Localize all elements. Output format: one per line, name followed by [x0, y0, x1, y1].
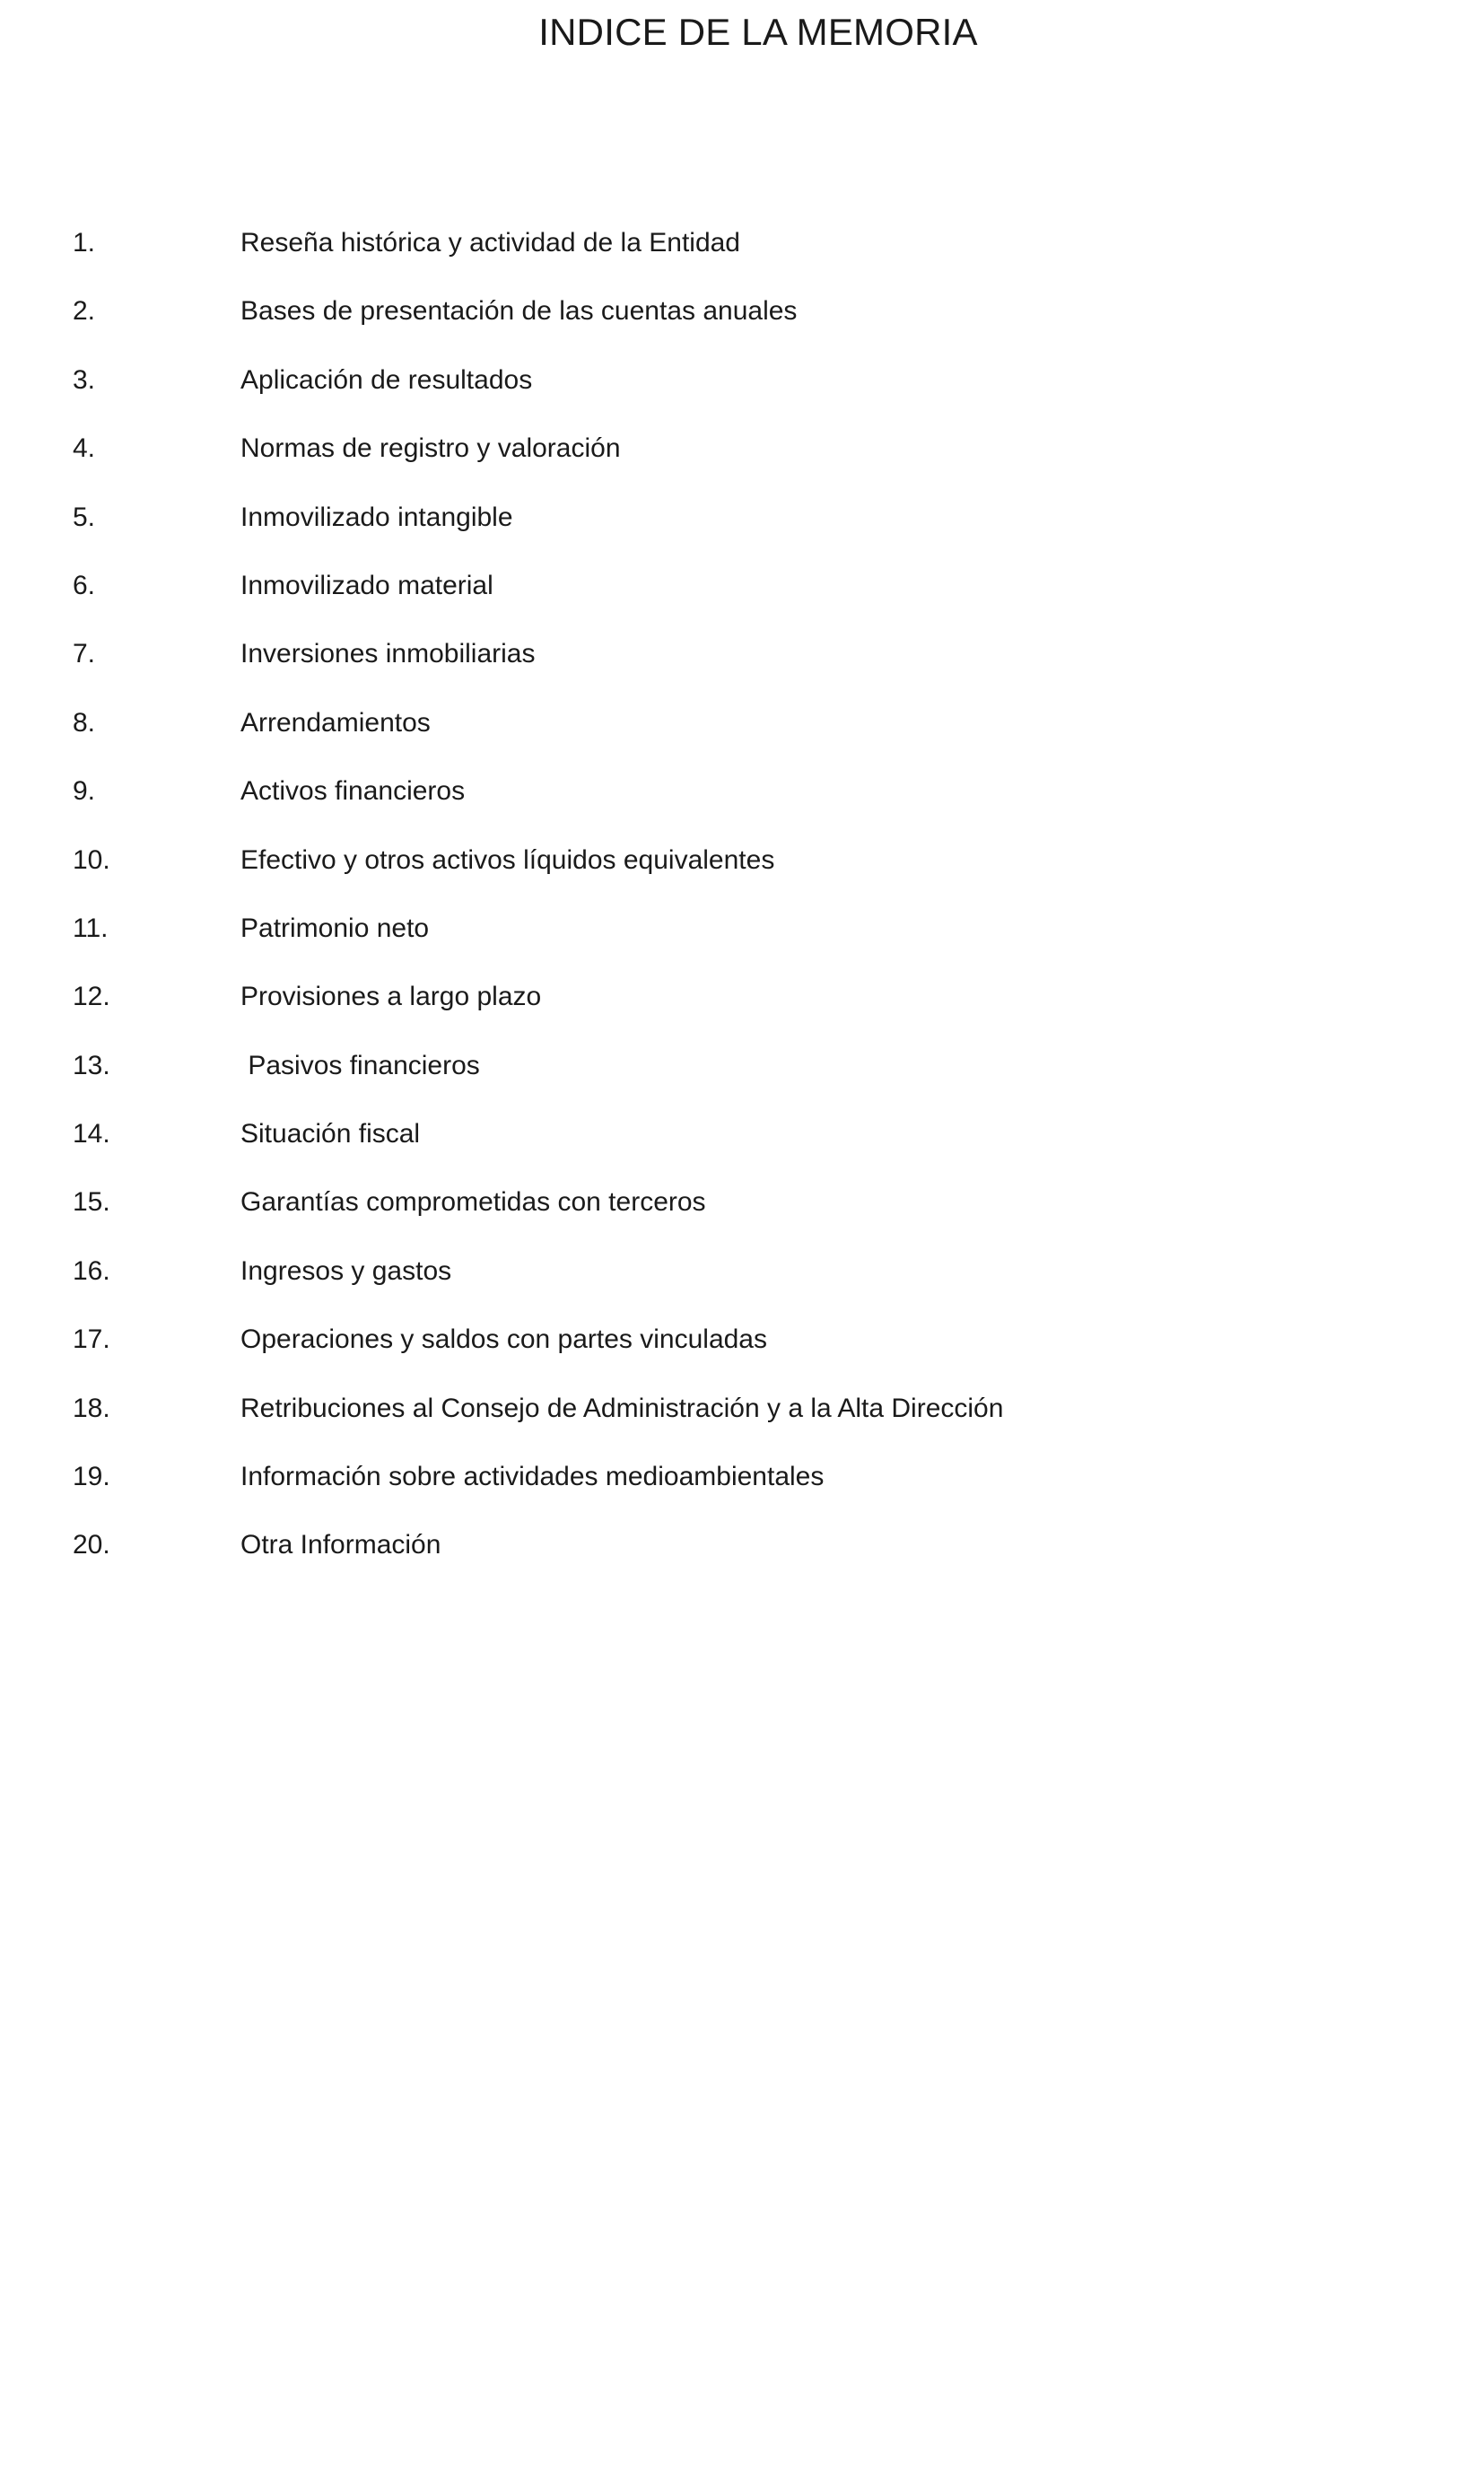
toc-item-13 — [0, 1050, 1484, 1118]
toc-item-1 — [0, 227, 1484, 295]
toc-item-4 — [0, 433, 1484, 501]
toc-item-8 — [0, 707, 1484, 775]
toc-item-3 — [0, 364, 1484, 433]
toc-item-17 — [0, 1324, 1484, 1392]
toc-number: 16. — [73, 1255, 110, 1286]
toc-label: Normas de registro y valoración — [240, 433, 621, 464]
toc-item-9 — [0, 775, 1484, 843]
toc-item-18 — [0, 1393, 1484, 1461]
toc-item-16 — [0, 1255, 1484, 1324]
toc-label: Otra Información — [240, 1530, 441, 1560]
toc-item-7 — [0, 638, 1484, 706]
toc-label: Operaciones y saldos con partes vinculadas — [240, 1324, 767, 1355]
toc-label: Patrimonio neto — [240, 913, 430, 943]
toc-item-19 — [0, 1461, 1484, 1529]
toc-label: Retribuciones al Consejo de Administración y a la Alta Dirección — [240, 1393, 1004, 1423]
toc-label: Aplicación de resultados — [240, 364, 533, 395]
toc-item-12 — [0, 981, 1484, 1049]
toc-number: 20. — [73, 1530, 110, 1560]
toc-number: 14. — [73, 1119, 110, 1149]
toc-label: Bases de presentación de las cuentas anuales — [240, 296, 798, 327]
toc-number: 10. — [73, 844, 110, 875]
toc-label: Reseña histórica y actividad de la Entidad — [240, 228, 740, 258]
toc-item-14 — [0, 1118, 1484, 1186]
toc-label: Ingresos y gastos — [240, 1255, 452, 1286]
toc-label: Pasivos financieros — [240, 1050, 480, 1080]
toc-number: 13. — [73, 1050, 110, 1080]
toc-number: 18. — [73, 1393, 110, 1423]
toc-label: Arrendamientos — [240, 707, 431, 738]
toc-number: 5. — [73, 502, 96, 532]
toc-label: Situación fiscal — [240, 1119, 421, 1149]
toc-label: Inmovilizado intangible — [240, 502, 513, 532]
toc-label: Garantías comprometidas con terceros — [240, 1187, 706, 1218]
toc-label: Inversiones inmobiliarias — [240, 639, 536, 669]
toc-item-6 — [0, 570, 1484, 638]
toc-item-15 — [0, 1186, 1484, 1254]
toc-number: 2. — [73, 296, 96, 327]
toc-number: 6. — [73, 570, 96, 600]
toc-label: Inmovilizado material — [240, 570, 493, 600]
page-title: INDICE DE LA MEMORIA — [538, 11, 978, 53]
toc-item-10 — [0, 844, 1484, 913]
toc-number: 4. — [73, 433, 96, 464]
toc-label: Efectivo y otros activos líquidos equivalentes — [240, 844, 775, 875]
toc-number: 17. — [73, 1324, 110, 1355]
toc-label: Información sobre actividades medioambientales — [240, 1462, 825, 1492]
toc-number: 11. — [73, 913, 109, 943]
toc-number: 1. — [73, 228, 96, 258]
toc-item-11 — [0, 913, 1484, 981]
toc-number: 15. — [73, 1187, 110, 1218]
table-of-contents — [0, 227, 1484, 1598]
toc-number: 3. — [73, 364, 96, 395]
toc-number: 7. — [73, 639, 96, 669]
toc-label: Provisiones a largo plazo — [240, 982, 542, 1012]
toc-item-5 — [0, 502, 1484, 570]
toc-label: Activos financieros — [240, 776, 466, 807]
toc-item-20 — [0, 1529, 1484, 1597]
toc-number: 12. — [73, 982, 110, 1012]
toc-number: 19. — [73, 1462, 110, 1492]
toc-number: 8. — [73, 707, 96, 738]
toc-item-2 — [0, 295, 1484, 363]
toc-number: 9. — [73, 776, 96, 807]
